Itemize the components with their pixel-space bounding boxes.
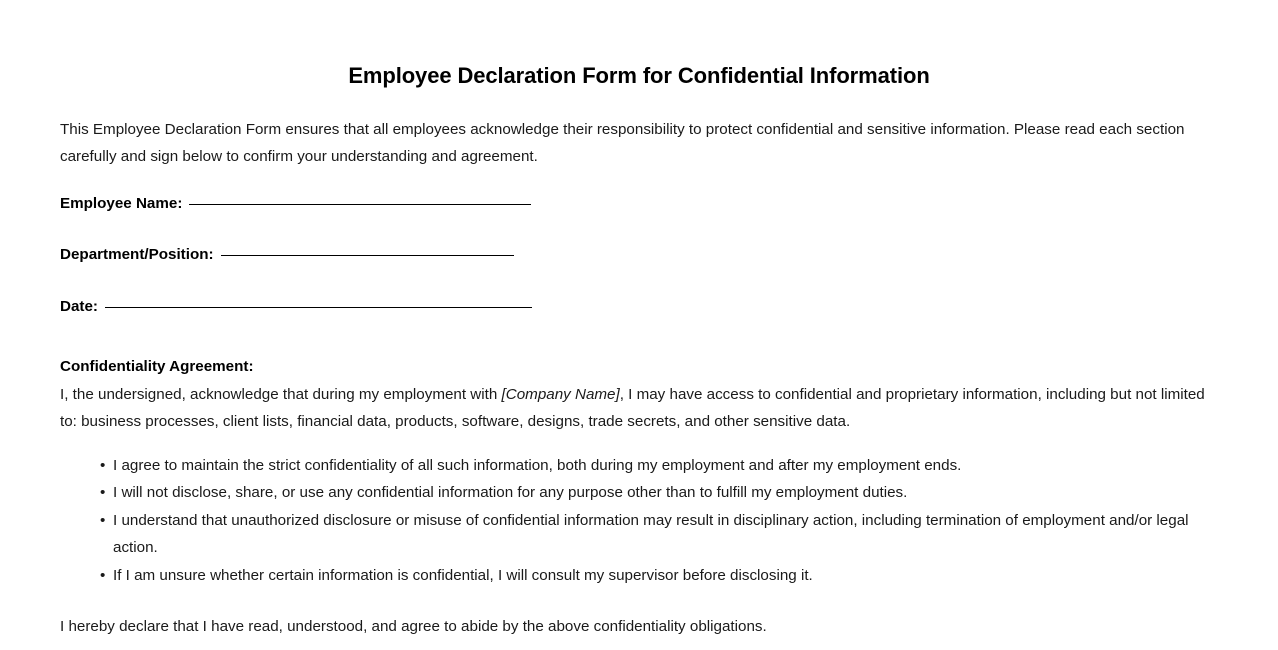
agreement-clause-list xyxy=(60,452,1218,590)
company-name-placeholder: [Company Name] xyxy=(501,385,620,403)
intro-paragraph: This Employee Declaration Form ensures that all employees acknowledge their responsibility to protect confidential and sensitive information. Please read each section carefully and sign below to confirm your understanding and agreement. xyxy=(60,120,1185,165)
agreement-body-before: I, the undersigned, acknowledge that during my employment with xyxy=(60,385,502,403)
list-item: • I understand that unauthorized disclosure or misuse of confidential information may result in disciplinary action, including termination of employment and/or legal action. xyxy=(100,507,1218,562)
confidentiality-agreement-heading: Confidentiality Agreement: xyxy=(60,358,254,375)
employee-fields xyxy=(60,171,1218,321)
department-position-label: Department/Position: xyxy=(60,246,214,263)
agreement-body xyxy=(60,381,1218,436)
confidentiality-agreement-section xyxy=(60,344,1218,589)
field-row-department-position xyxy=(60,241,1218,269)
field-row-employee-name xyxy=(60,190,1218,218)
field-row-date xyxy=(60,293,1218,321)
declaration-statement: I hereby declare that I have read, understood, and agree to abide by the above confidentiality obligations. xyxy=(60,618,767,635)
employee-name-input[interactable] xyxy=(189,204,531,205)
list-item: • I will not disclose, share, or use any confidential information for any purpose other than to fulfill my employment duties. xyxy=(100,479,1218,507)
list-item: • If I am unsure whether certain information is confidential, I will consult my supervisor before disclosing it. xyxy=(100,562,1218,590)
date-label: Date: xyxy=(60,297,98,315)
list-item: • I agree to maintain the strict confidentiality of all such information, both during my employment and after my employment ends. xyxy=(100,452,1218,480)
agreement-body-after: , I may have access to confidential and proprietary information, including but not limited to: business processes, client lists, financial data, products, software, designs, trade secrets, and other sensitive data. xyxy=(60,385,1205,430)
department-position-input[interactable] xyxy=(221,255,514,256)
employee-name-label: Employee Name: xyxy=(60,194,183,212)
date-input[interactable] xyxy=(105,307,532,308)
page-title: Employee Declaration Form for Confidential Information xyxy=(348,63,930,88)
